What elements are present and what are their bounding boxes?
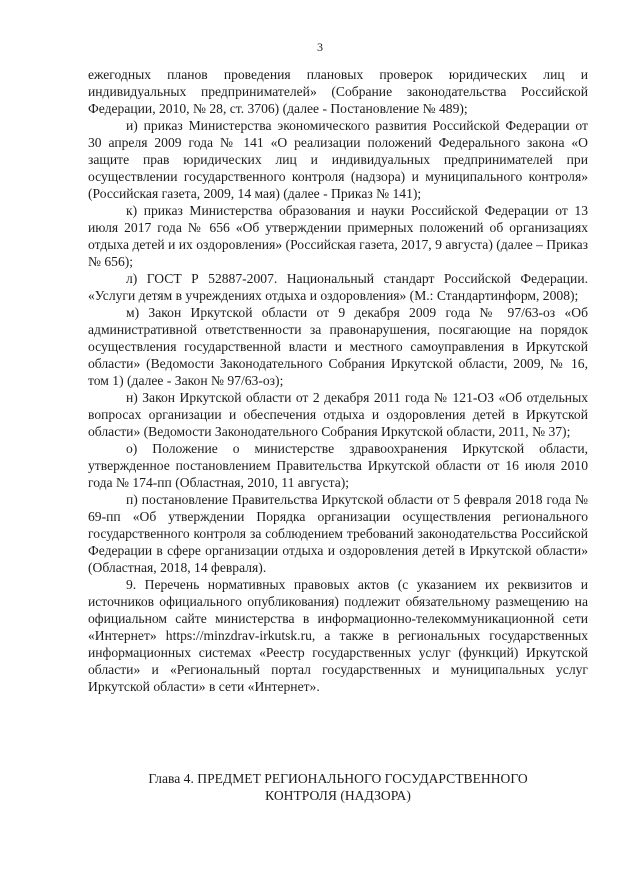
chapter-heading <box>88 770 588 804</box>
chapter-heading-line-1: Глава 4. ПРЕДМЕТ РЕГИОНАЛЬНОГО ГОСУДАРСТВЕННОГО <box>148 771 528 786</box>
paragraph-item-o: о) Положение о министерстве здравоохранения Иркутской области, утвержденное постановлением Правительства Иркутской области от 16 июля 2010 года № 174-пп (Областная, 2010, 11 августа); <box>88 441 588 490</box>
paragraph-item-p: п) постановление Правительства Иркутской области от 5 февраля 2018 года № 69-пп «Об утверждении Порядка организации осуществления регионального государственного контроля за соблюдением требований законодательства Российской Федерации в сфере организации отдыха и оздоровления детей в Иркутской области» (Областная, 2018, 14 февраля). <box>88 492 588 575</box>
document-body <box>88 66 588 695</box>
chapter-heading-line-2: КОНТРОЛЯ (НАДЗОРА) <box>265 788 411 803</box>
page-number: 3 <box>317 40 323 54</box>
paragraph-item-l: л) ГОСТ Р 52887-2007. Национальный стандарт Российской Федерации. «Услуги детям в учреждениях отдыха и оздоровления» (М.: Стандартинформ, 2008); <box>88 271 588 303</box>
paragraph-section-9: 9. Перечень нормативных правовых актов (с указанием их реквизитов и источников официального опубликования) подлежит обязательному размещению на официальном сайте министерства в информационно-телекоммуникационной сети «Интернет» https://minzdrav-irkutsk.ru, а также в региональных государственных информационных системах «Реестр государственных услуг (функций) Иркутской области» и «Региональный портал государственных и муниципальных услуг Иркутской области» в сети «Интернет». <box>88 577 588 694</box>
paragraph-item-n: н) Закон Иркутской области от 2 декабря 2011 года № 121-ОЗ «Об отдельных вопросах организации и обеспечения отдыха и оздоровления детей в Иркутской области» (Ведомости Законодательного Собрания Иркутской области, 2011, № 37); <box>88 390 588 439</box>
paragraph-item-i: и) приказ Министерства экономического развития Российской Федерации от 30 апреля 2009 года № 141 «О реализации положений Федерального закона «О защите прав юридических лиц и индивидуальных предпринимателей при осуществлении государственного контроля (надзора) и муниципального контроля» (Российская газета, 2009, 14 мая) (далее - Приказ № 141); <box>88 118 588 201</box>
paragraph-continuation: ежегодных планов проведения плановых проверок юридических лиц и индивидуальных предпринимателей» (Собрание законодательства Российской Федерации, 2010, № 28, ст. 3706) (далее - Постановление № 489); <box>88 67 588 116</box>
paragraph-item-k: к) приказ Министерства образования и науки Российской Федерации от 13 июля 2017 года № 656 «Об утверждении примерных положений об организациях отдыха детей и их оздоровления» (Российская газета, 2017, 9 августа) (далее – Приказ № 656); <box>88 203 588 269</box>
paragraph-item-m: м) Закон Иркутской области от 9 декабря 2009 года № 97/63-оз «Об административной ответственности за правонарушения, посягающие на порядок осуществления государственной власти и местного самоуправления в Иркутской области» (Ведомости Законодательного Собрания Иркутской области, 2009, № 16, том 1) (далее - Закон № 97/63-оз); <box>88 305 588 388</box>
